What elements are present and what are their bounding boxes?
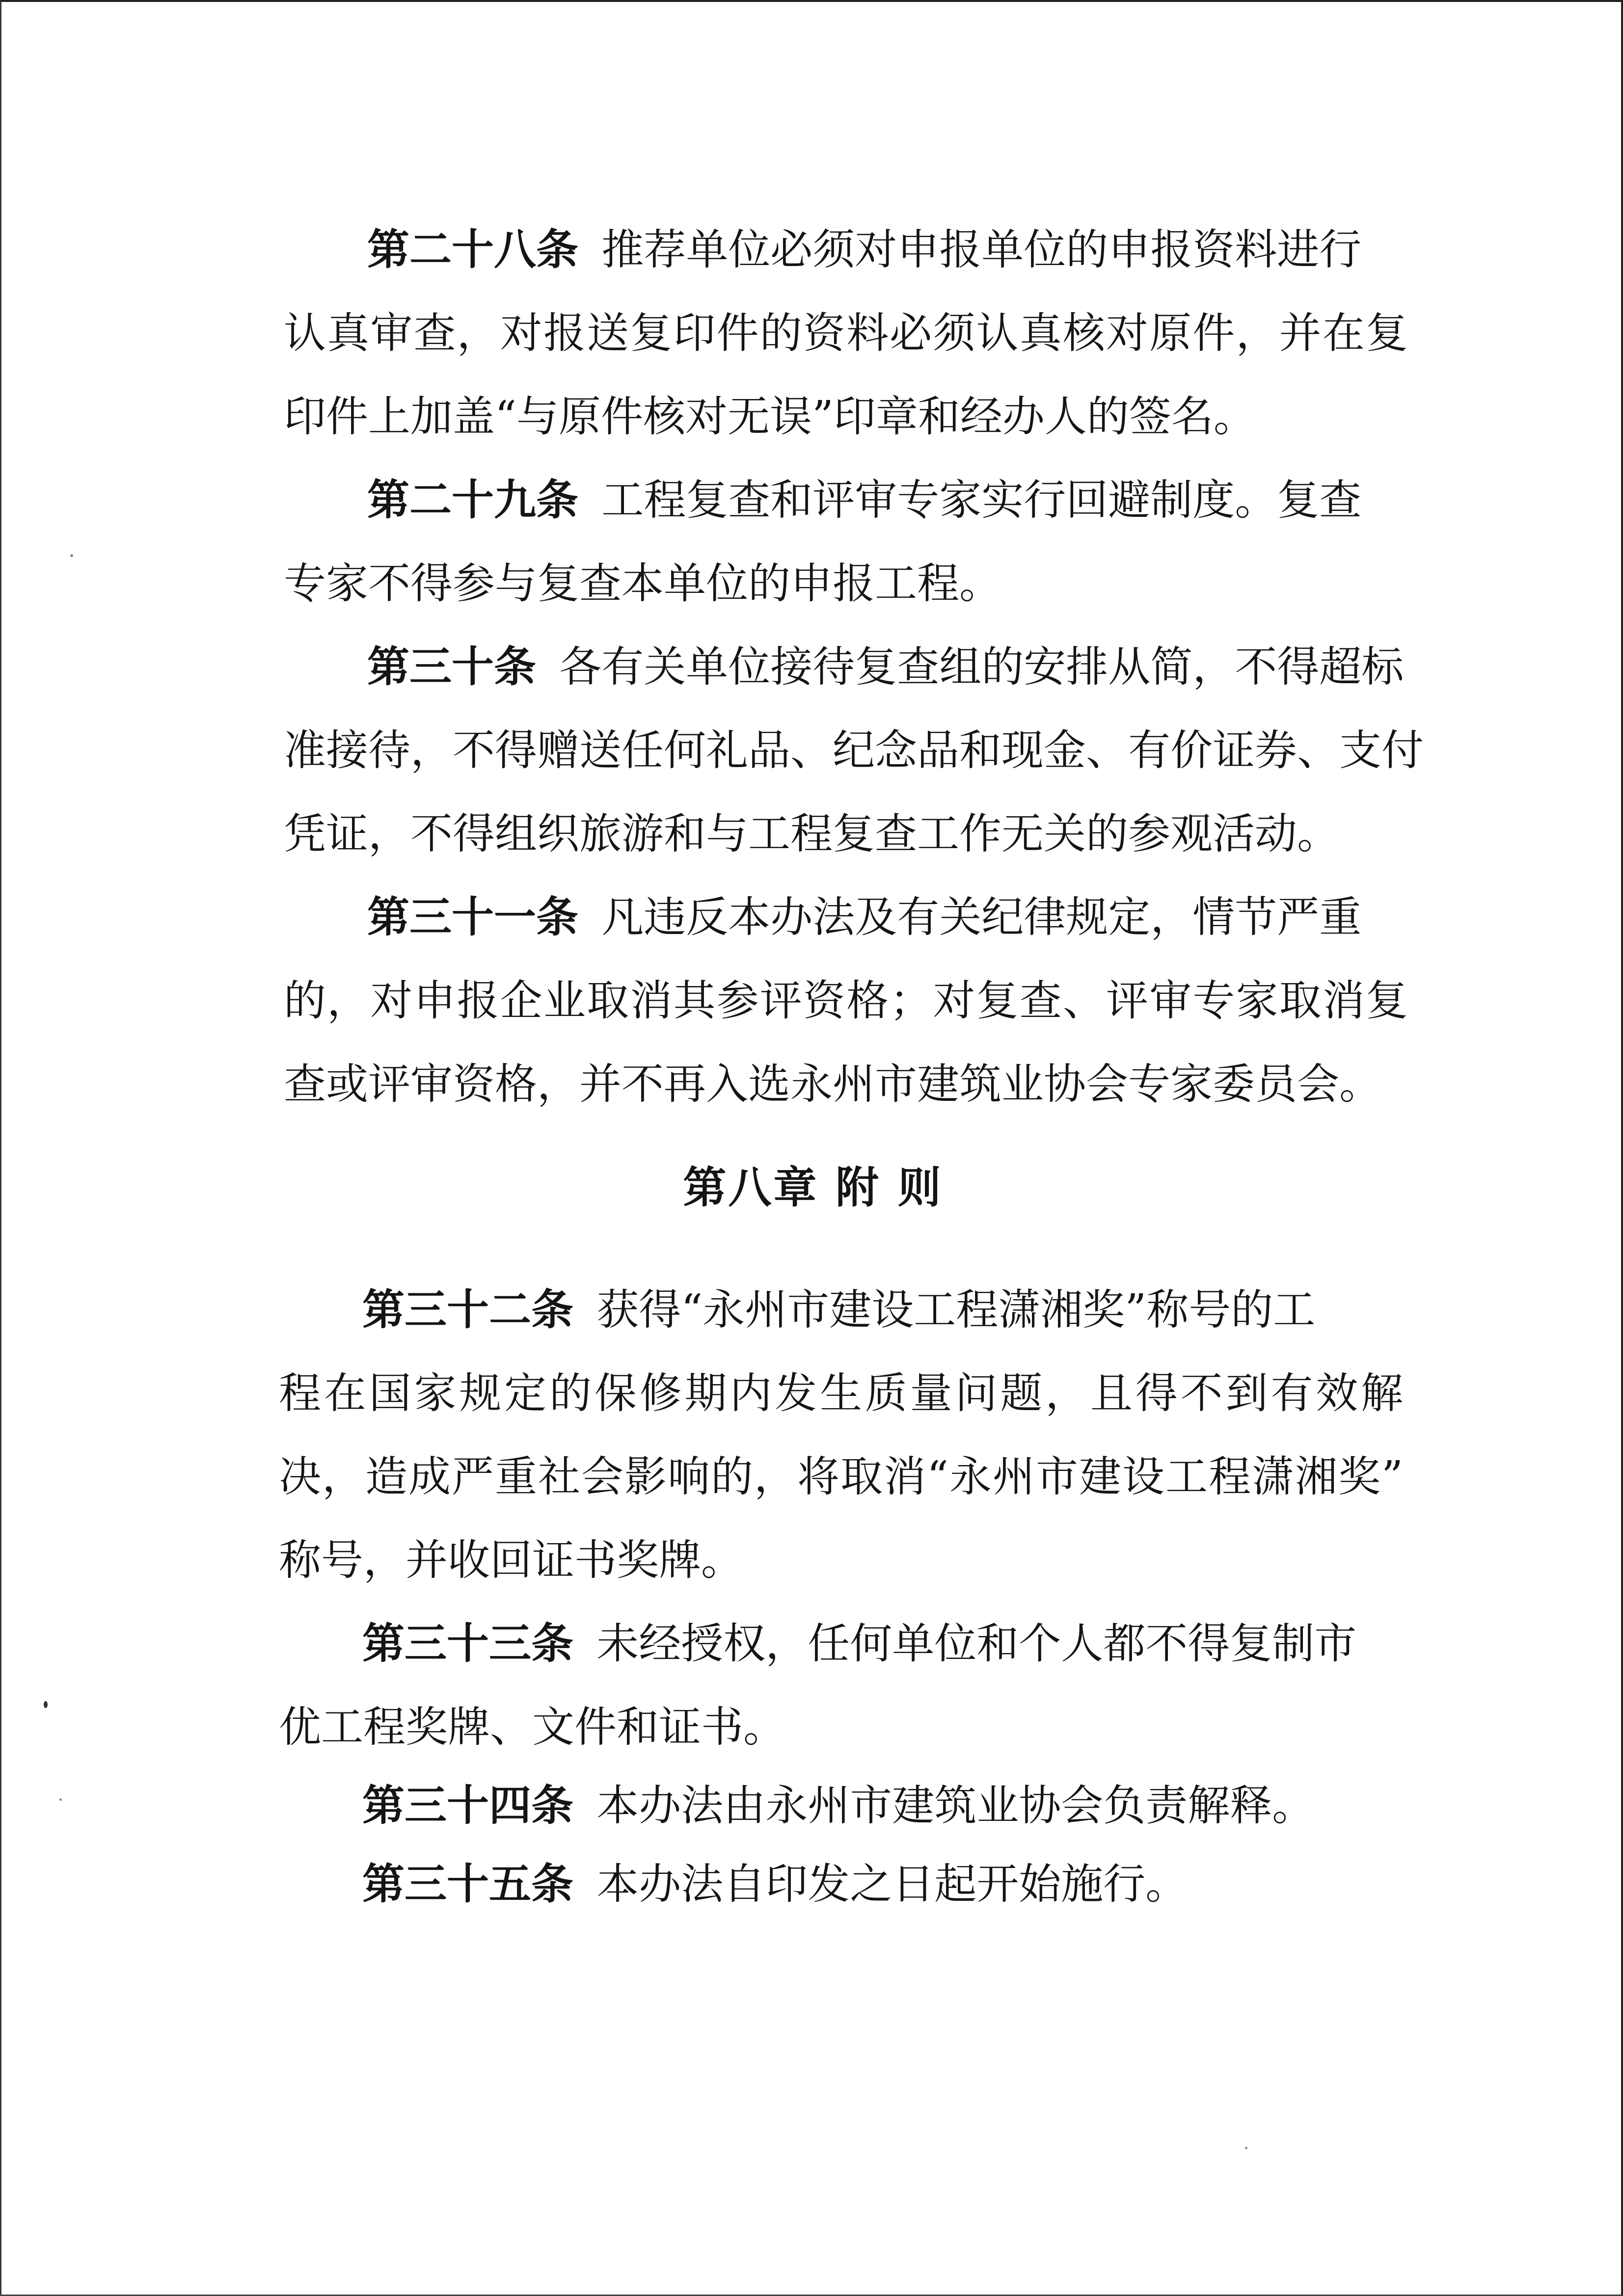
article-number: 第三十四条: [362, 1781, 573, 1830]
article-number: 第三十一条: [367, 892, 578, 942]
article-number: 第三十条: [367, 642, 536, 692]
scan-speck: [1245, 2147, 1247, 2149]
article-28-line-1: [367, 213, 1361, 287]
article-text: 本办法由永州市建筑业协会负责解释。: [596, 1781, 1315, 1830]
article-33-line-1: [362, 1607, 1356, 1681]
article-31-line-3: [284, 1047, 1381, 1121]
article-text: 优工程奖牌、文件和证书。: [279, 1703, 785, 1752]
article-text: 印件上加盖“与原件核对无误”印章和经办人的签名。: [284, 392, 1256, 441]
article-29-line-1: [367, 463, 1361, 537]
article-number: 第三十三条: [362, 1619, 573, 1668]
article-32-line-4: [279, 1523, 743, 1597]
article-text: 程在国家规定的保修期内发生质量问题，且得不到有效解: [279, 1369, 1403, 1418]
article-32-line-1: [362, 1273, 1315, 1347]
scan-speck: [44, 1701, 48, 1708]
article-text: 凡违反本办法及有关纪律规定，情节严重: [601, 893, 1362, 942]
article-31-line-1: [367, 881, 1361, 954]
article-number: 第二十九条: [367, 475, 578, 525]
article-28-line-3: [284, 380, 1256, 454]
scan-speck: [70, 554, 73, 557]
article-35-line-1: [362, 1847, 1188, 1921]
chapter-title: 第八章 附 则: [683, 1162, 943, 1213]
article-text: 专家不得参与复查本单位的申报工程。: [284, 559, 1001, 608]
article-text: 工程复查和评审专家实行回避制度。复查: [601, 476, 1362, 525]
article-number: 第三十五条: [362, 1859, 573, 1909]
article-32-line-2: [279, 1357, 1403, 1430]
article-text: 未经授权，任何单位和个人都不得复制市: [596, 1619, 1357, 1668]
article-text: 准接待，不得赠送任何礼品、纪念品和现金、有价证券、支付: [284, 726, 1424, 775]
article-33-line-2: [279, 1690, 785, 1764]
article-30-line-1: [367, 630, 1404, 704]
article-text: 获得“永州市建设工程潇湘奖”称号的工: [596, 1285, 1316, 1335]
article-number: 第三十二条: [362, 1285, 573, 1335]
article-30-line-2: [284, 714, 1424, 787]
article-text: 称号，并收回证书奖牌。: [279, 1536, 743, 1585]
article-text: 本办法自印发之日起开始施行。: [596, 1860, 1188, 1909]
article-number: 第二十八条: [367, 225, 578, 274]
article-28-line-2: [284, 296, 1408, 370]
article-31-line-2: [284, 964, 1408, 1038]
article-34-line-1: [362, 1769, 1314, 1842]
article-text: 推荐单位必须对申报单位的申报资料进行: [601, 225, 1362, 274]
article-text: 查或评审资格，并不再入选永州市建筑业协会专家委员会。: [284, 1060, 1381, 1109]
article-30-line-3: [284, 797, 1339, 871]
article-text: 的，对申报企业取消其参评资格；对复查、评审专家取消复: [284, 976, 1408, 1025]
scan-speck: [59, 1798, 62, 1801]
article-32-line-3: [279, 1440, 1403, 1514]
article-text: 认真审查，对报送复印件的资料必须认真核对原件，并在复: [284, 309, 1408, 358]
article-text: 决，造成严重社会影响的，将取消“永州市建设工程潇湘奖”: [279, 1452, 1403, 1501]
article-29-line-2: [284, 547, 1001, 620]
article-text: 各有关单位接待复查组的安排从简，不得超标: [559, 642, 1404, 692]
article-text: 凭证，不得组织旅游和与工程复查工作无关的参观活动。: [284, 809, 1339, 858]
